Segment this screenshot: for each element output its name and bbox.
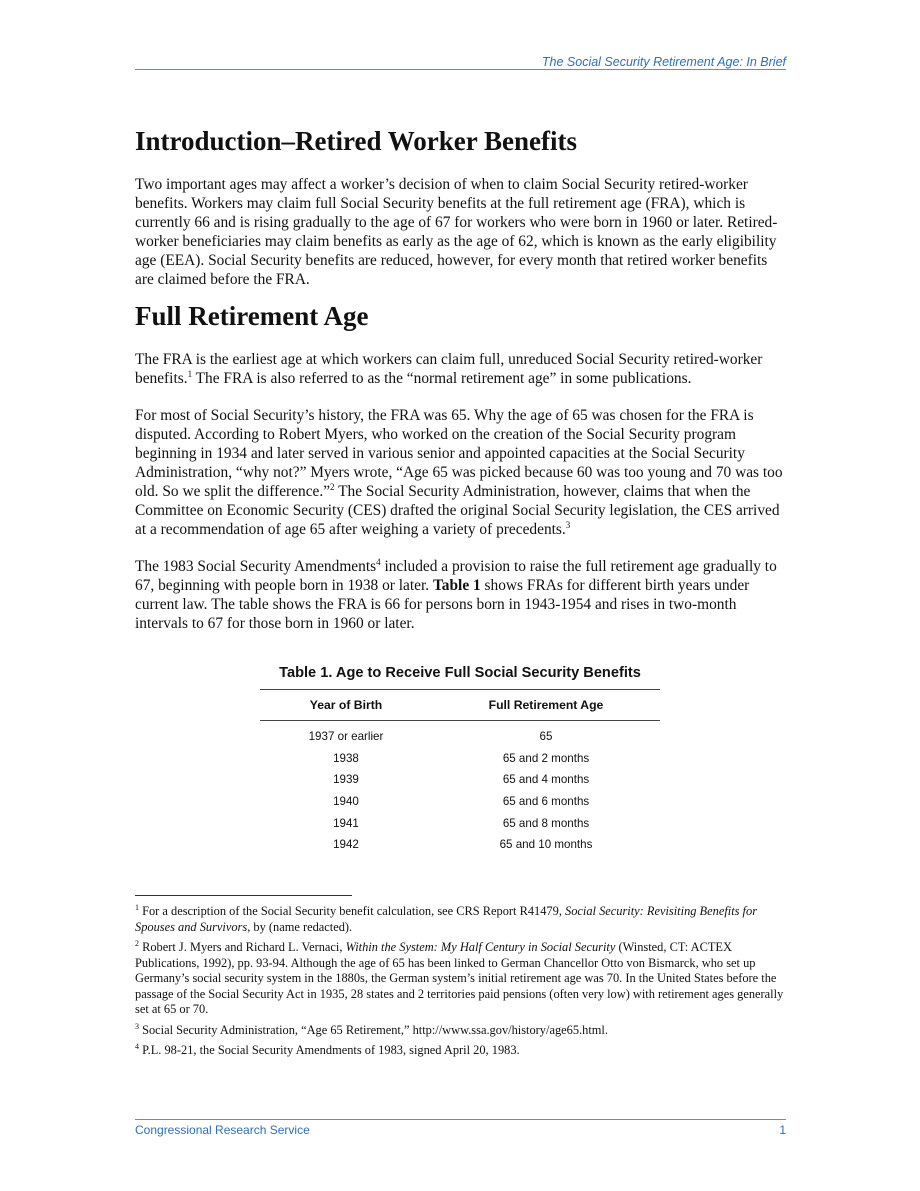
table-title: Table 1. Age to Receive Full Social Security Benefits	[279, 665, 641, 681]
footnote-ref-4[interactable]: 4	[376, 557, 381, 567]
table-cell: 65 and 4 months	[502, 773, 590, 787]
table-cell: 1940	[333, 795, 359, 809]
main-content	[135, 124, 787, 856]
table-cell: 1937 or earlier	[308, 730, 384, 744]
footnote-ref-2[interactable]: 2	[330, 482, 335, 492]
table-1	[260, 664, 660, 856]
fra-paragraph-2: For most of Social Security’s history, the FRA was 65. Why the age of 65 was chosen for the FRA is disputed. According to Robert Myers, who worked on the creation of the Social Security program beginning in 1934 and later served in various senior and appointed capacities at the Social Security Administration, “why not?” Myers wrote, “Age 65 was picked because 60 was too young and 70 was too old. So we split the difference.”$^2$ The Social Security Administration, however, claims that when the Committee on Economic Security (CES) drafted the original Social Security legislation, the CES arrived at a recommendation of age 65 after weighing a variety of precedents.$^3$	[135, 407, 783, 538]
fra-table	[260, 689, 660, 856]
table-reference: Table 1	[432, 577, 481, 594]
table-row	[260, 748, 660, 770]
table-header-row	[260, 690, 660, 721]
footnote-ref-3[interactable]: 3	[565, 520, 571, 530]
fra-paragraph-1: The FRA is the earliest age at which workers can claim full, unreduced Social Security retired-worker benefits.$^1$ The FRA is also referred to as the “normal retirement age” in some publications.	[135, 351, 763, 387]
table-cell: 65 and 6 months	[502, 795, 590, 809]
table-cell: 1939	[333, 773, 359, 787]
table-cell: 65	[539, 730, 553, 744]
footnote-2: $^2$ Robert J. Myers and Richard L. Vernaci, Within the System: My Half Century in Social Security (Winsted, CT: ACTEX Publications, 1992), pp. 93-94. Although the age of 65 has been linked to German Chancellor Otto von Bismarck, who set up Germany’s social security system in the 1880s, the German system’s initial retirement age was 70. In the United States before the passage of the Social Security Act in 1935, 28 states and 2 territories paid pensions (often very low) with retirement ages generally set at 65 or 70.	[135, 939, 784, 1016]
table-cell: 1942	[333, 838, 359, 852]
section-heading-introduction: Introduction–Retired Worker Benefits	[135, 126, 577, 156]
table-cell: 1941	[333, 816, 359, 830]
section-heading-fra: Full Retirement Age	[135, 301, 369, 331]
footnote-3: $^3$ Social Security Administration, “Age 65 Retirement,” http://www.ssa.gov/history/age65.html.	[135, 1021, 608, 1037]
footnotes	[135, 904, 787, 1064]
column-header-fra: Full Retirement Age	[488, 698, 604, 712]
footnote-ref-1[interactable]: 1	[187, 369, 193, 379]
footer-publisher: Congressional Research Service	[135, 1123, 310, 1137]
footer-rule	[135, 1119, 786, 1120]
page-number: 1	[779, 1123, 786, 1137]
footnote-rule	[135, 895, 352, 896]
running-header: The Social Security Retirement Age: In Brief	[541, 55, 786, 69]
table-row	[260, 791, 660, 813]
table-row	[260, 721, 660, 748]
intro-paragraph: Two important ages may affect a worker’s decision of when to claim Social Security retired-worker benefits. Workers may claim full Social Security benefits at the full retirement age (FRA), which is currently 66 and is rising gradually to the age of 67 for workers who were born in 1960 or later. Retired-worker beneficiaries may claim benefits as early as the age of 62, which is known as the early eligibility age (EEA). Social Security benefits are reduced, however, for every month that retired worker benefits are claimed before the FRA.	[135, 176, 778, 288]
table-cell: 1938	[333, 751, 359, 765]
header-rule	[135, 69, 786, 70]
table-row	[260, 769, 660, 791]
table-cell: 65 and 2 months	[502, 751, 590, 765]
table-cell: 65 and 10 months	[499, 838, 593, 852]
table-row	[260, 834, 660, 856]
footnote-4: $^4$ P.L. 98-21, the Social Security Amendments of 1983, signed April 20, 1983.	[135, 1042, 520, 1057]
fra-paragraph-3: The 1983 Social Security Amendments$^4$ included a provision to raise the full retirement age gradually to 67, beginning with people born in 1938 or later. Table 1 shows FRAs for different birth years under current law. The table shows the FRA is 66 for persons born in 1943-1954 and rises in two-month intervals to 67 for those born in 1960 or later.	[135, 557, 777, 632]
table-cell: 65 and 8 months	[502, 816, 590, 830]
table-row	[260, 812, 660, 834]
footnote-1: $^1$ For a description of the Social Security benefit calculation, see CRS Report R41479, Social Security: Revisiting Benefits for Spouses and Survivors, by (name redacted).	[135, 903, 758, 934]
column-header-year: Year of Birth	[309, 698, 383, 712]
